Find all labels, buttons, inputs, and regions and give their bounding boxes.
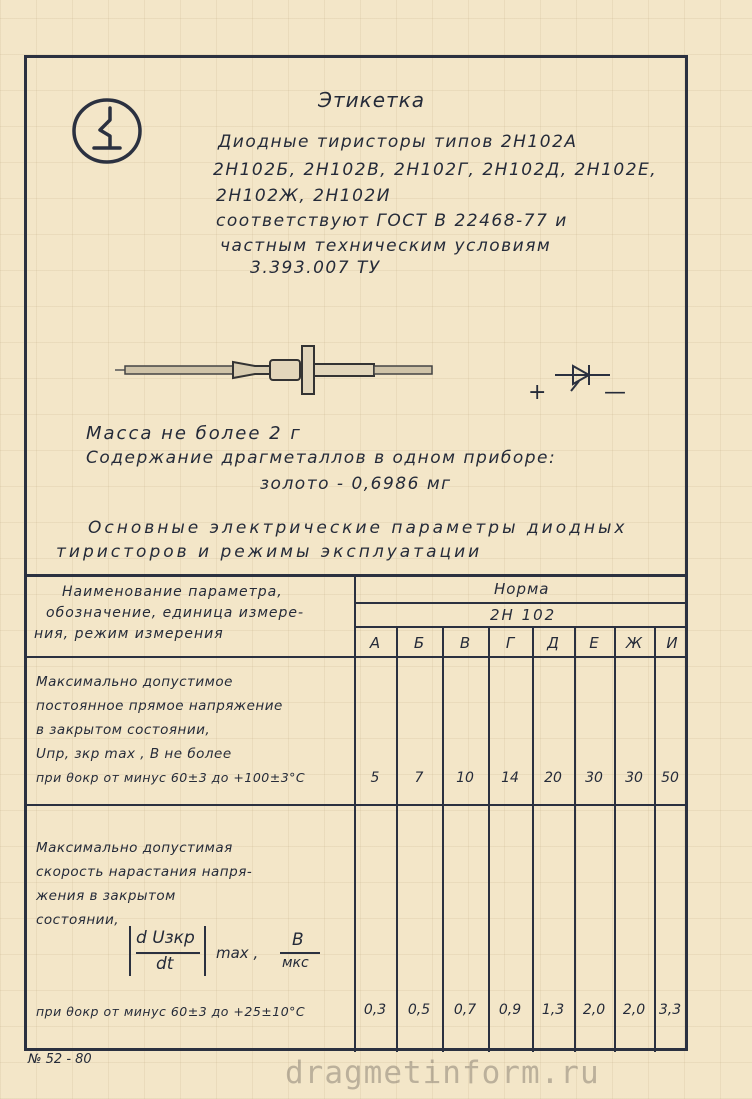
- description-line-3: 2Н102Ж, 2Н102И: [216, 186, 391, 206]
- label-title: Этикетка: [318, 88, 425, 112]
- row1-value-a: 5: [370, 770, 380, 786]
- row2-value-b: 0,5: [407, 1002, 431, 1018]
- fraction-denominator: dt: [156, 954, 174, 974]
- description-line-2: 2Н102Б, 2Н102В, 2Н102Г, 2Н102Д, 2Н102Е,: [213, 160, 658, 180]
- description-line-1: Диодные тиристоры типов 2Н102А: [218, 132, 578, 152]
- row2-value-zh: 2,0: [622, 1002, 646, 1018]
- fraction-numerator: d Uзкр: [136, 928, 195, 948]
- manufacturer-logo-icon: [70, 96, 144, 166]
- col-header-i: И: [666, 634, 678, 652]
- row2-text-line-1: Максимально допустимая: [36, 840, 233, 856]
- row2-value-v: 0,7: [453, 1002, 477, 1018]
- description-line-5: частным техническим условиям: [220, 236, 552, 256]
- fraction-suffix: max ,: [216, 944, 259, 962]
- col-header-b: Б: [413, 634, 425, 652]
- section-title-line-1: Основные электрические параметры диодных: [88, 518, 628, 538]
- description-line-4: соответствуют ГОСТ В 22468-77 и: [216, 211, 568, 231]
- description-line-6: 3.393.007 ТУ: [250, 258, 381, 278]
- row2-value-e: 2,0: [582, 1002, 606, 1018]
- col-header-e: Е: [589, 634, 599, 652]
- row2-value-d: 1,3: [541, 1002, 565, 1018]
- row2-value-g: 0,9: [498, 1002, 522, 1018]
- symbol-minus-label: —: [604, 380, 626, 405]
- parameters-table: [24, 574, 688, 1052]
- type-header: 2Н 102: [490, 606, 557, 624]
- row1-value-v: 10: [456, 770, 474, 786]
- unit-numerator: В: [292, 930, 304, 950]
- row2-text-line-3: жения в закрытом: [36, 888, 176, 904]
- row1-value-i: 50: [661, 770, 679, 786]
- precious-metals-line: Содержание драгметаллов в одном приборе:: [86, 448, 557, 468]
- row1-text-line-4: Uпр, зкр max , В не более: [36, 746, 232, 762]
- row1-value-d: 20: [544, 770, 562, 786]
- unit-denominator: мкс: [282, 955, 309, 971]
- col-header-d: Д: [547, 634, 559, 652]
- thyristor-drawing-icon: [115, 340, 445, 400]
- row1-value-e: 30: [585, 770, 603, 786]
- row1-text-line-2: постоянное прямое напряжение: [36, 698, 283, 714]
- param-header-line-2: обозначение, единица измере-: [46, 605, 305, 621]
- form-number: № 52 - 80: [28, 1052, 92, 1067]
- row2-text-line-4: состоянии,: [36, 912, 120, 928]
- row1-text-line-1: Максимально допустимое: [36, 674, 233, 690]
- section-title-line-2: тиристоров и режимы эксплуатации: [56, 542, 483, 562]
- row1-value-b: 7: [414, 770, 424, 786]
- row1-text-line-5: при θокр от минус 60±3 до +100±3°С: [36, 770, 306, 785]
- col-header-zh: Ж: [625, 634, 643, 652]
- norm-header: Норма: [494, 580, 550, 598]
- watermark: dragmetinform.ru: [285, 1055, 600, 1091]
- row2-text-line-2: скорость нарастания напря-: [36, 864, 253, 880]
- col-header-g: Г: [505, 634, 515, 652]
- param-header-line-1: Наименование параметра,: [62, 584, 283, 600]
- row2-condition: при θокр от минус 60±3 до +25±10°С: [36, 1004, 306, 1019]
- row2-value-a: 0,3: [363, 1002, 387, 1018]
- row1-text-line-3: в закрытом состоянии,: [36, 722, 211, 738]
- param-header-line-3: ния, режим измерения: [34, 626, 224, 642]
- symbol-plus-label: +: [528, 380, 547, 405]
- col-header-a: А: [369, 634, 381, 652]
- gold-content-line: золото - 0,6986 мг: [260, 474, 452, 494]
- row2-value-i: 3,3: [658, 1002, 682, 1018]
- row1-value-g: 14: [501, 770, 519, 786]
- row1-value-zh: 30: [625, 770, 643, 786]
- col-header-v: В: [459, 634, 471, 652]
- mass-line: Масса не более 2 г: [86, 423, 302, 444]
